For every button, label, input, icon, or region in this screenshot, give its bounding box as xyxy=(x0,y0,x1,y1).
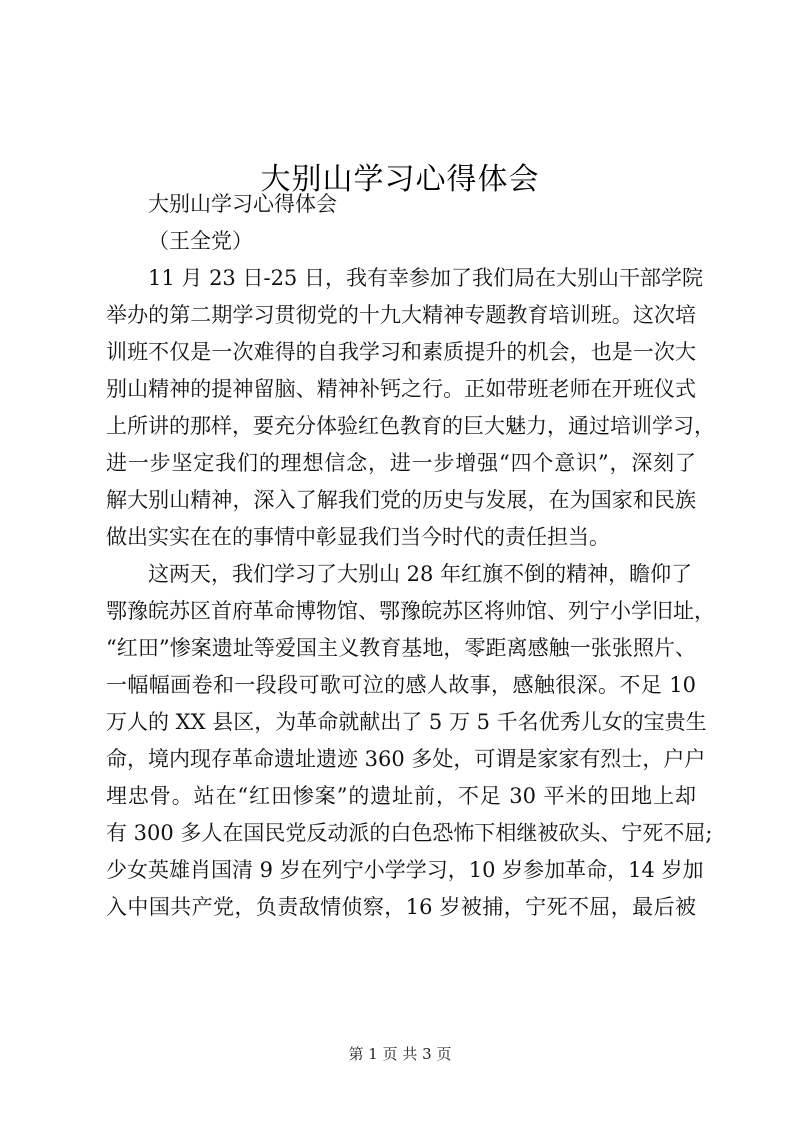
body-line: 进一步坚定我们的理想信念，进一步增强“四个意识”，深刻了 xyxy=(106,451,696,475)
body-line: 解大别山精神，深入了解我们党的历史与发展，在为国家和民族 xyxy=(106,488,696,512)
body-line: 命，境内现存革命遗址遗迹 360 多处，可谓是家家有烈士，户户 xyxy=(106,747,706,771)
body-line: 万人的 XX 县区，为革命就献出了 5 万 5 千名优秀儿女的宝贵生 xyxy=(106,710,707,734)
body-line: （王全党） xyxy=(148,229,253,253)
body-line: 鄂豫皖苏区首府革命博物馆、鄂豫皖苏区将帅馆、列宁小学旧址， xyxy=(106,599,715,623)
body-line: 11 月 23 日-25 日，我有幸参加了我们局在大别山干部学院 xyxy=(148,266,703,290)
body-line: 有 300 多人在国民党反动派的白色恐怖下相继被砍头、宁死不屈; xyxy=(106,821,713,845)
body-line: 举办的第二期学习贯彻党的十九大精神专题教育培训班。这次培 xyxy=(106,303,696,327)
document-title: 大别山学习心得体会 xyxy=(260,162,540,198)
body-line: 一幅幅画卷和一段段可歌可泣的感人故事，感触很深。不足 10 xyxy=(106,673,696,697)
body-line: “红田”惨案遗址等爱国主义教育基地，零距离感触一张张照片、 xyxy=(106,636,696,660)
body-line: 上所讲的那样，要充分体验红色教育的巨大魅力，通过培训学习， xyxy=(106,414,715,438)
body-line: 埋忠骨。站在“红田惨案”的遗址前，不足 30 平米的田地上却 xyxy=(106,784,696,808)
body-line: 入中国共产党，负责敌情侦察，16 岁被捕，宁死不屈，最后被 xyxy=(106,895,696,919)
body-line: 训班不仅是一次难得的自我学习和素质提升的机会，也是一次大 xyxy=(106,340,696,364)
body-line: 大别山学习心得体会 xyxy=(148,192,337,216)
body-line: 做出实实在在的事情中彰显我们当今时代的责任担当。 xyxy=(106,525,610,549)
body-line: 少女英雄肖国清 9 岁在列宁小学学习，10 岁参加革命，14 岁加 xyxy=(106,858,704,882)
body-line: 这两天，我们学习了大别山 28 年红旗不倒的精神，瞻仰了 xyxy=(148,562,693,586)
body-line: 别山精神的提神留脑、精神补钙之行。正如带班老师在开班仪式 xyxy=(106,377,696,401)
page-footer: 第 1 页 共 3 页 xyxy=(348,1045,452,1063)
document-body xyxy=(106,186,715,926)
